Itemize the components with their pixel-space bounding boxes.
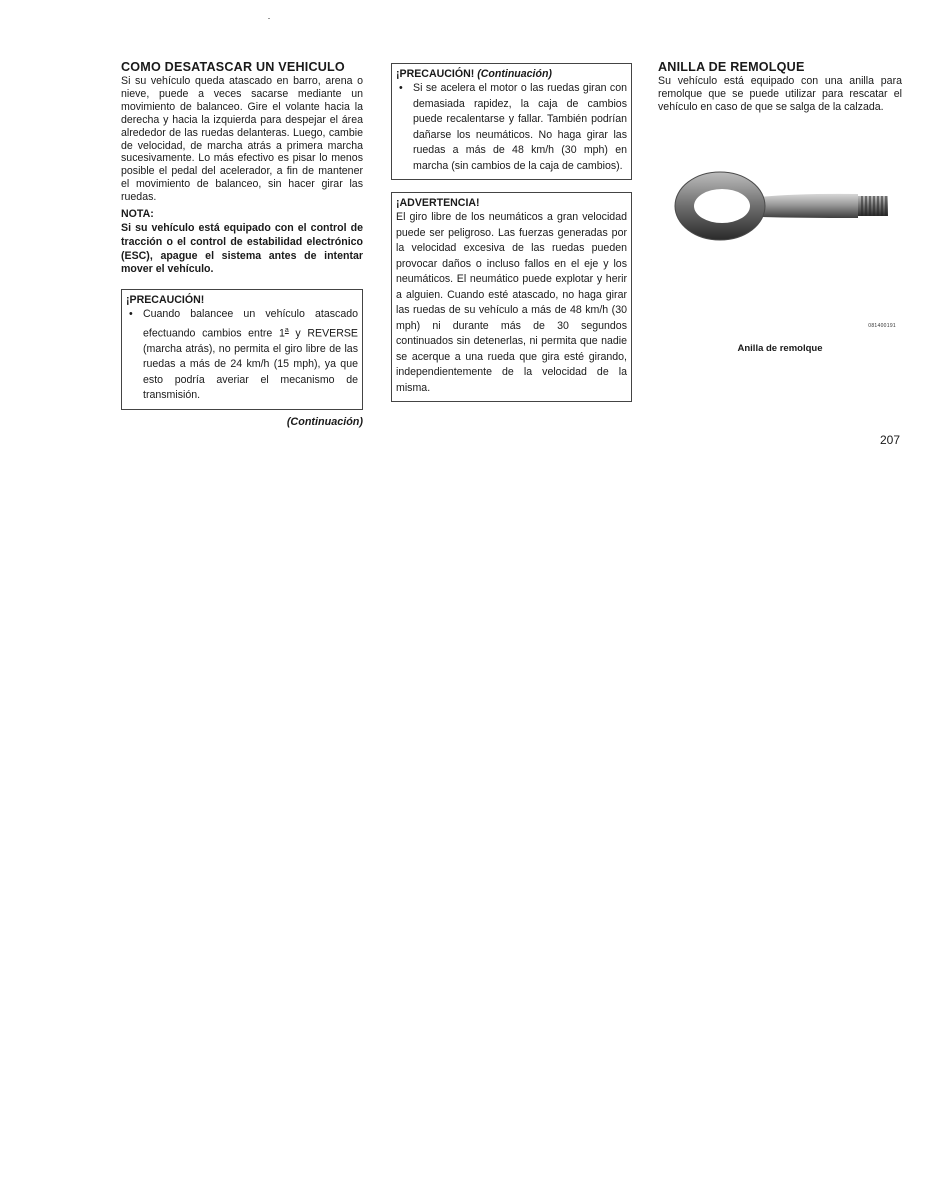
- section-heading-anilla: ANILLA DE REMOLQUE: [658, 60, 805, 74]
- column-right: [658, 60, 902, 354]
- bullet-icon: •: [129, 308, 133, 321]
- desatascar-body: Si su vehículo queda atascado en barro, arena o nieve, puede a veces sacarse mediante un movimiento de balanceo. Gire el volante hacia la derecha y hacia la izquierda para despejar el área alrededor de las ruedas delanteras. Luego, cambie de velocidad, de marcha atrás a primera marcha sucesivamente. Lo más efectivo es pisar lo menos posible el pedal del acelerador, a fin de mantener el movimiento de balanceo, sin hacer girar las ruedas.: [121, 75, 363, 204]
- tow-eye-figure: [658, 158, 902, 268]
- caution-superscript: a: [284, 326, 289, 334]
- caution-box: [121, 289, 363, 410]
- figure-code: 081400191: [868, 323, 896, 329]
- warning-box: [391, 192, 632, 402]
- section-heading-desatascar: COMO DESATASCAR UN VEHICULO: [121, 60, 345, 74]
- column-left: [121, 60, 363, 428]
- continuation-label: (Continuación): [286, 415, 363, 428]
- caution-bullet-text-b: y REVERSE (marcha atrás), no permita el giro libre de las ruedas a más de 24 km/h (15 mph), ya que esto podría averiar el mecanismo de transmisión.: [143, 327, 358, 402]
- caution-title: ¡PRECAUCIÓN!: [126, 294, 205, 307]
- caution-continued-bullet: [396, 81, 627, 174]
- tow-eye-icon: [658, 158, 902, 268]
- warning-title: ¡ADVERTENCIA!: [396, 197, 480, 209]
- caution-list: [126, 307, 358, 404]
- warning-text: El giro libre de los neumáticos a gran velocidad puede ser peligroso. Las fuerzas generadas por la velocidad excesiva de las ruedas pueden provocar daños o incluso fallos en el eje y los neumáticos. El neumático puede explotar y herir a alguien. Cuando esté atascado, no haga girar las ruedas de su vehículo a más de 48 km/h (30 mph) ni durante más de 30 segundos continuados sin detenerlas, ni permita que nadie se acerque a una rueda que gira esté girando, independientemente de la velocidad de la misma.: [396, 211, 627, 394]
- caution-continued-list: [396, 81, 627, 174]
- page-number: 207: [879, 433, 900, 447]
- caution-continued-text: Si se acelera el motor o las ruedas giran con demasiada rapidez, la caja de cambios puede recalentarse y fallar. También podrían dañarse los neumáticos. No haga girar las ruedas a más de 48 km/h (30 mph) en marcha (sin cambios de la caja de cambios).: [413, 82, 627, 172]
- caution-bullet-item: [126, 307, 358, 404]
- nota-label: NOTA:: [121, 208, 154, 221]
- column-middle: [391, 63, 632, 402]
- figure-caption: Anilla de remolque: [737, 343, 823, 354]
- caution-box-continued: [391, 63, 632, 180]
- anilla-body: Su vehículo está equipado con una anilla para remolque que se puede utilizar para rescatar el vehículo en caso de que se salga de la calzada.: [658, 75, 902, 113]
- caution-title-text: ¡PRECAUCIÓN!: [396, 68, 475, 80]
- caution-bullet-text-a: Cuando balancee un vehículo atascado efectuando cambios entre 1: [143, 308, 358, 340]
- top-mark: [268, 18, 270, 19]
- nota-text: Si su vehículo está equipado con el control de tracción o el control de estabilidad electrónico (ESC), apague el sistema antes de intentar mover el vehículo.: [121, 222, 363, 276]
- caution-continued-title: [396, 68, 627, 80]
- caution-title-continuation: (Continuación): [477, 68, 552, 80]
- bullet-icon: •: [399, 82, 403, 94]
